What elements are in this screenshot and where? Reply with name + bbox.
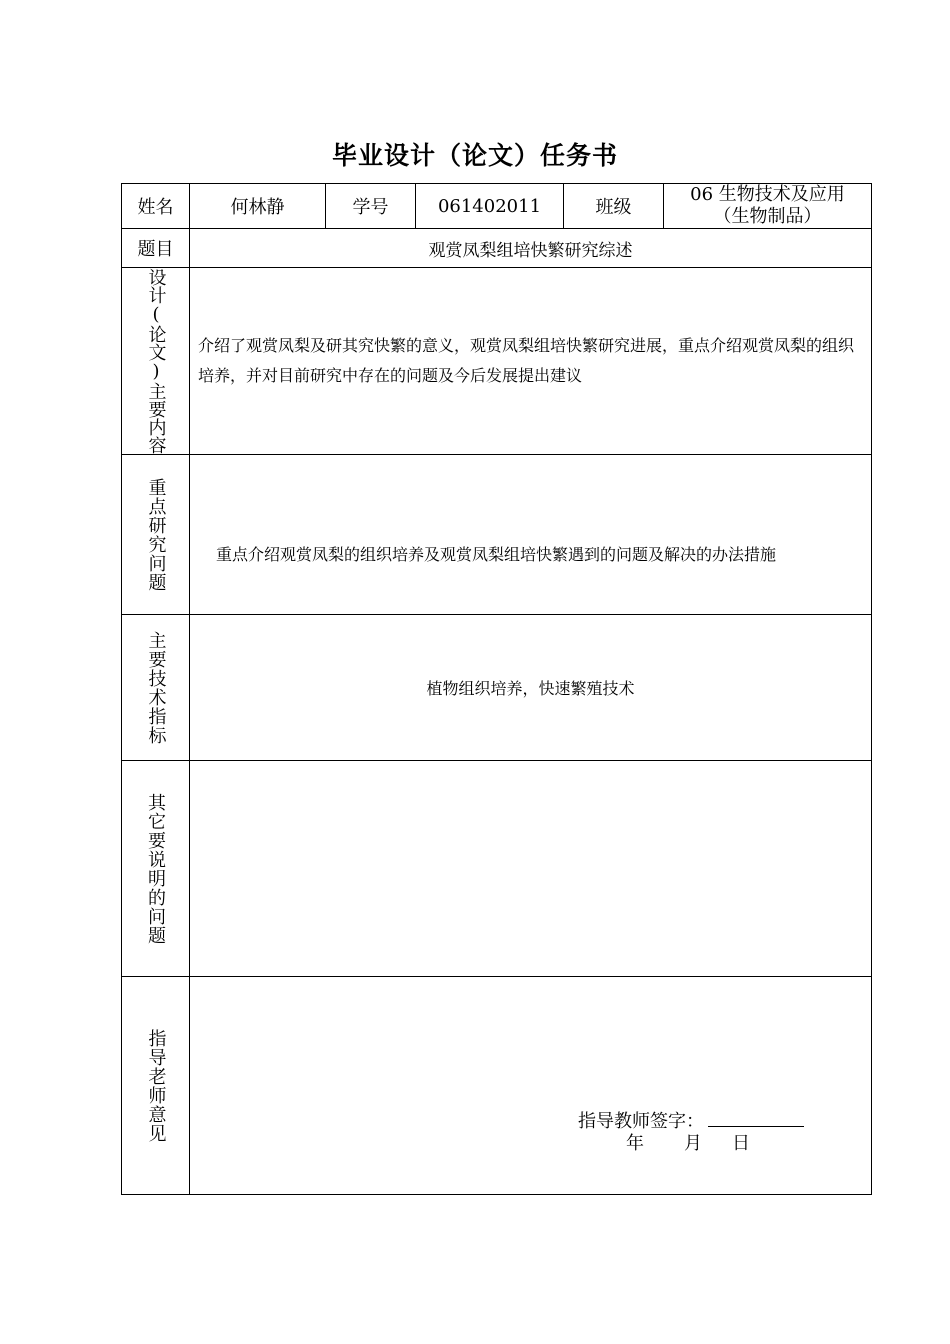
info-row: [122, 184, 872, 229]
day-label: 日: [732, 1133, 750, 1154]
advisor-opinion-cell: [190, 977, 872, 1195]
class-value: [664, 184, 872, 229]
content-row: [122, 268, 872, 455]
other-value: [190, 761, 872, 977]
content-label-cell: [122, 268, 190, 455]
other-row: [122, 761, 872, 977]
key-issues-label-cell: [122, 455, 190, 615]
other-label: 其它要说明的问题: [145, 792, 166, 945]
class-value-line1: 06 生物技术及应用: [690, 184, 845, 205]
key-issues-row: [122, 455, 872, 615]
student-id-value: 061402011: [416, 184, 564, 229]
student-id-label: 学号: [326, 184, 416, 229]
advisor-row: [122, 977, 872, 1195]
signature-label: 指导教师签字：: [578, 1111, 704, 1132]
content-label: 设计(论文)主要内容: [145, 268, 167, 454]
topic-row: [122, 229, 872, 268]
year-label: 年: [626, 1133, 644, 1154]
key-issues-label: 重点研究问题: [145, 477, 167, 592]
month-label: 月: [684, 1133, 702, 1154]
other-label-cell: [122, 761, 190, 977]
name-value: 何林静: [190, 184, 326, 229]
key-issues-value: 重点介绍观赏凤梨的组织培养及观赏凤梨组培快繁遇到的问题及解决的办法措施: [216, 544, 777, 564]
advisor-signature-area: [190, 977, 871, 1194]
tech-row: [122, 615, 872, 761]
class-label: 班级: [564, 184, 664, 229]
date-line: [626, 1129, 750, 1155]
topic-value: 观赏凤梨组培快繁研究综述: [190, 229, 872, 268]
topic-label: 题目: [122, 229, 190, 268]
signature-blank: [708, 1110, 804, 1127]
name-label: 姓名: [122, 184, 190, 229]
tech-label-cell: [122, 615, 190, 761]
content-value-cell: [190, 268, 872, 455]
class-value-line2: （生物制品）: [713, 206, 822, 227]
task-table: [121, 183, 872, 1195]
key-issues-value-cell: [190, 455, 872, 615]
page-title: 毕业设计（论文）任务书: [331, 141, 618, 170]
tech-value: 植物组织培养，快速繁殖技术: [190, 615, 872, 761]
advisor-label-cell: [122, 977, 190, 1195]
advisor-label: 指导老师意见: [145, 1028, 167, 1143]
tech-label: 主要技术指标: [145, 630, 167, 745]
content-value: 介绍了观赏凤梨及研其究快繁的意义，观赏凤梨组培快繁研究进展，重点介绍观赏凤梨的组织培养，并对目前研究中存在的问题及今后发展提出建议: [198, 336, 855, 385]
